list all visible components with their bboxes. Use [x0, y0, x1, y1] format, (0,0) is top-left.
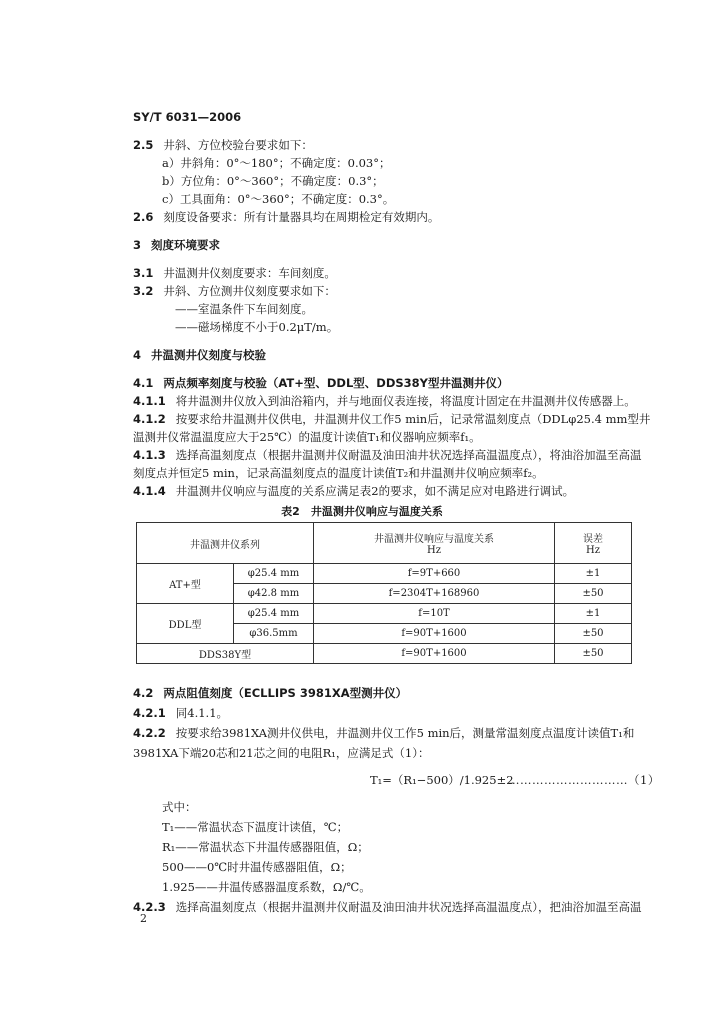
cell-series: DDS38Y型 — [137, 644, 314, 664]
table-row — [137, 564, 632, 584]
clause-text: 选择高温刻度点（根据井温测井仪耐温及油田油井状况选择高温温度点），将油浴加温至高温 — [175, 448, 642, 462]
clause-4-2-3 — [133, 900, 642, 915]
clause-text: 两点阻值刻度（ECLLIPS 3981XA型测井仪） — [163, 686, 408, 700]
where-item-4: 1.925——井温传感器温度系数，Ω/℃。 — [162, 880, 371, 894]
cell-size: φ25.4 mm — [234, 604, 314, 624]
table-2-title: 表2 井温测井仪响应与温度关系 — [281, 505, 443, 518]
clause-4-2-1 — [133, 706, 228, 721]
clause-number: 4.2 — [133, 686, 154, 700]
clause-number: 4.1.3 — [133, 448, 166, 462]
clause-text: 将井温测井仪放入到油浴箱内，并与地面仪表连接，将温度计固定在井温测井仪传感器上。 — [175, 394, 636, 408]
clause-3-2 — [133, 284, 336, 299]
clause-number: 4.2.3 — [133, 900, 166, 914]
header-series: 井温测井仪系列 — [137, 523, 314, 564]
equation-1: T₁=（R₁−500）/1.925±2 — [370, 773, 514, 787]
clause-number: 3.1 — [133, 266, 154, 280]
clause-2-5 — [133, 138, 313, 153]
where-label: 式中： — [162, 800, 197, 814]
cell-error: ±1 — [555, 604, 632, 624]
cell-formula: f=9T+660 — [314, 564, 555, 584]
cell-error: ±50 — [555, 584, 632, 604]
clause-text: 按要求给3981XA测井仪供电，井温测井仪工作5 min后，测量常温刻度点温度计读值T₁和 — [175, 726, 635, 740]
table-row — [137, 644, 632, 664]
header-relation — [314, 523, 555, 564]
cell-error: ±50 — [555, 624, 632, 644]
clause-4-2-2-cont: 3981XA下端20芯和21芯之间的电阻R₁，应满足式（1）： — [133, 746, 430, 760]
section-3-heading — [133, 238, 220, 253]
table-header-row — [137, 523, 632, 564]
clause-number: 4.2.2 — [133, 726, 166, 740]
equation-number: …………………………（1） — [508, 773, 660, 787]
clause-number: 4.1.2 — [133, 412, 166, 426]
where-item-2: R₁——常温状态下井温传感器阻值，Ω； — [162, 840, 369, 854]
clause-4-1 — [133, 376, 509, 391]
cell-size: φ25.4 mm — [234, 564, 314, 584]
clause-2-5-a: a）井斜角：0°～180°；不确定度：0.03°； — [162, 156, 391, 170]
clause-text: 同4.1.1。 — [175, 706, 229, 720]
header-error-title: 误差 — [583, 534, 603, 545]
where-item-1: T₁——常温状态下温度计读值，℃； — [162, 820, 349, 834]
clause-text: 选择高温刻度点（根据井温测井仪耐温及油田油井状况选择高温温度点），把油浴加温至高温 — [175, 900, 642, 914]
clause-number: 2.5 — [133, 138, 154, 152]
section-title: 井温测井仪刻度与校验 — [151, 348, 267, 362]
clause-4-1-1 — [133, 394, 636, 409]
clause-text: 井斜、方位测井仪刻度要求如下： — [163, 284, 336, 298]
clause-2-6 — [133, 210, 439, 225]
table-2 — [136, 522, 632, 664]
clause-text: 井温测井仪响应与温度的关系应满足表2的要求，如不满足应对电路进行调试。 — [175, 484, 575, 498]
section-title: 刻度环境要求 — [151, 238, 221, 252]
header-relation-title: 井温测井仪响应与温度关系 — [374, 534, 494, 545]
clause-text: 井斜、方位校验台要求如下： — [163, 138, 313, 152]
clause-number: 3.2 — [133, 284, 154, 298]
cell-formula: f=2304T+168960 — [314, 584, 555, 604]
header-relation-unit: Hz — [427, 545, 441, 556]
clause-4-1-3-cont: 刻度点并恒定5 min，记录高温刻度点的温度计读值T₂和井温测井仪响应频率f₂。 — [133, 466, 544, 480]
clause-2-5-b: b）方位角：0°～360°；不确定度：0.3°； — [162, 174, 384, 188]
section-number: 4 — [133, 348, 142, 362]
clause-number: 4.1 — [133, 376, 154, 390]
cell-formula: f=90T+1600 — [314, 624, 555, 644]
clause-text: 井温测井仪刻度要求：车间刻度。 — [163, 266, 336, 280]
clause-number: 2.6 — [133, 210, 154, 224]
cell-formula: f=10T — [314, 604, 555, 624]
clause-3-2-dash-1: ——室温条件下车间刻度。 — [175, 302, 313, 316]
clause-number: 4.1.1 — [133, 394, 166, 408]
clause-text: 刻度设备要求：所有计量器具均在周期检定有效期内。 — [163, 210, 440, 224]
clause-4-1-2 — [133, 412, 650, 427]
where-item-3: 500——0℃时井温传感器阻值，Ω； — [162, 860, 352, 874]
clause-number: 4.2.1 — [133, 706, 166, 720]
section-number: 3 — [133, 238, 142, 252]
clause-4-2 — [133, 686, 407, 701]
clause-number: 4.1.4 — [133, 484, 166, 498]
cell-error: ±50 — [555, 644, 632, 664]
clause-3-2-dash-2: ——磁场梯度不小于0.2μT/m。 — [175, 320, 339, 334]
standard-code-header: SY/T 6031—2006 — [133, 110, 242, 124]
header-error-unit: Hz — [586, 545, 600, 556]
cell-error: ±1 — [555, 564, 632, 584]
cell-series: DDL型 — [137, 604, 234, 644]
clause-4-1-2-cont: 温测井仪常温温度应大于25℃）的温度计读值T₁和仪器响应频率f₁。 — [133, 430, 481, 444]
cell-size: φ42.8 mm — [234, 584, 314, 604]
clause-text: 按要求给井温测井仪供电，井温测井仪工作5 min后，记录常温刻度点（DDLφ25.4 mm型井 — [175, 412, 651, 426]
header-error — [555, 523, 632, 564]
clause-4-2-2 — [133, 726, 634, 741]
section-4-heading — [133, 348, 266, 363]
table-row — [137, 604, 632, 624]
cell-series: AT+型 — [137, 564, 234, 604]
cell-size: φ36.5mm — [234, 624, 314, 644]
clause-text: 两点频率刻度与校验（AT+型、DDL型、DDS38Y型井温测井仪） — [163, 376, 509, 390]
clause-2-5-c: c）工具面角：0°～360°；不确定度：0.3°。 — [162, 192, 395, 206]
clause-4-1-3 — [133, 448, 642, 463]
page-number: 2 — [140, 912, 147, 925]
clause-3-1 — [133, 266, 336, 281]
clause-4-1-4 — [133, 484, 574, 499]
cell-formula: f=90T+1600 — [314, 644, 555, 664]
